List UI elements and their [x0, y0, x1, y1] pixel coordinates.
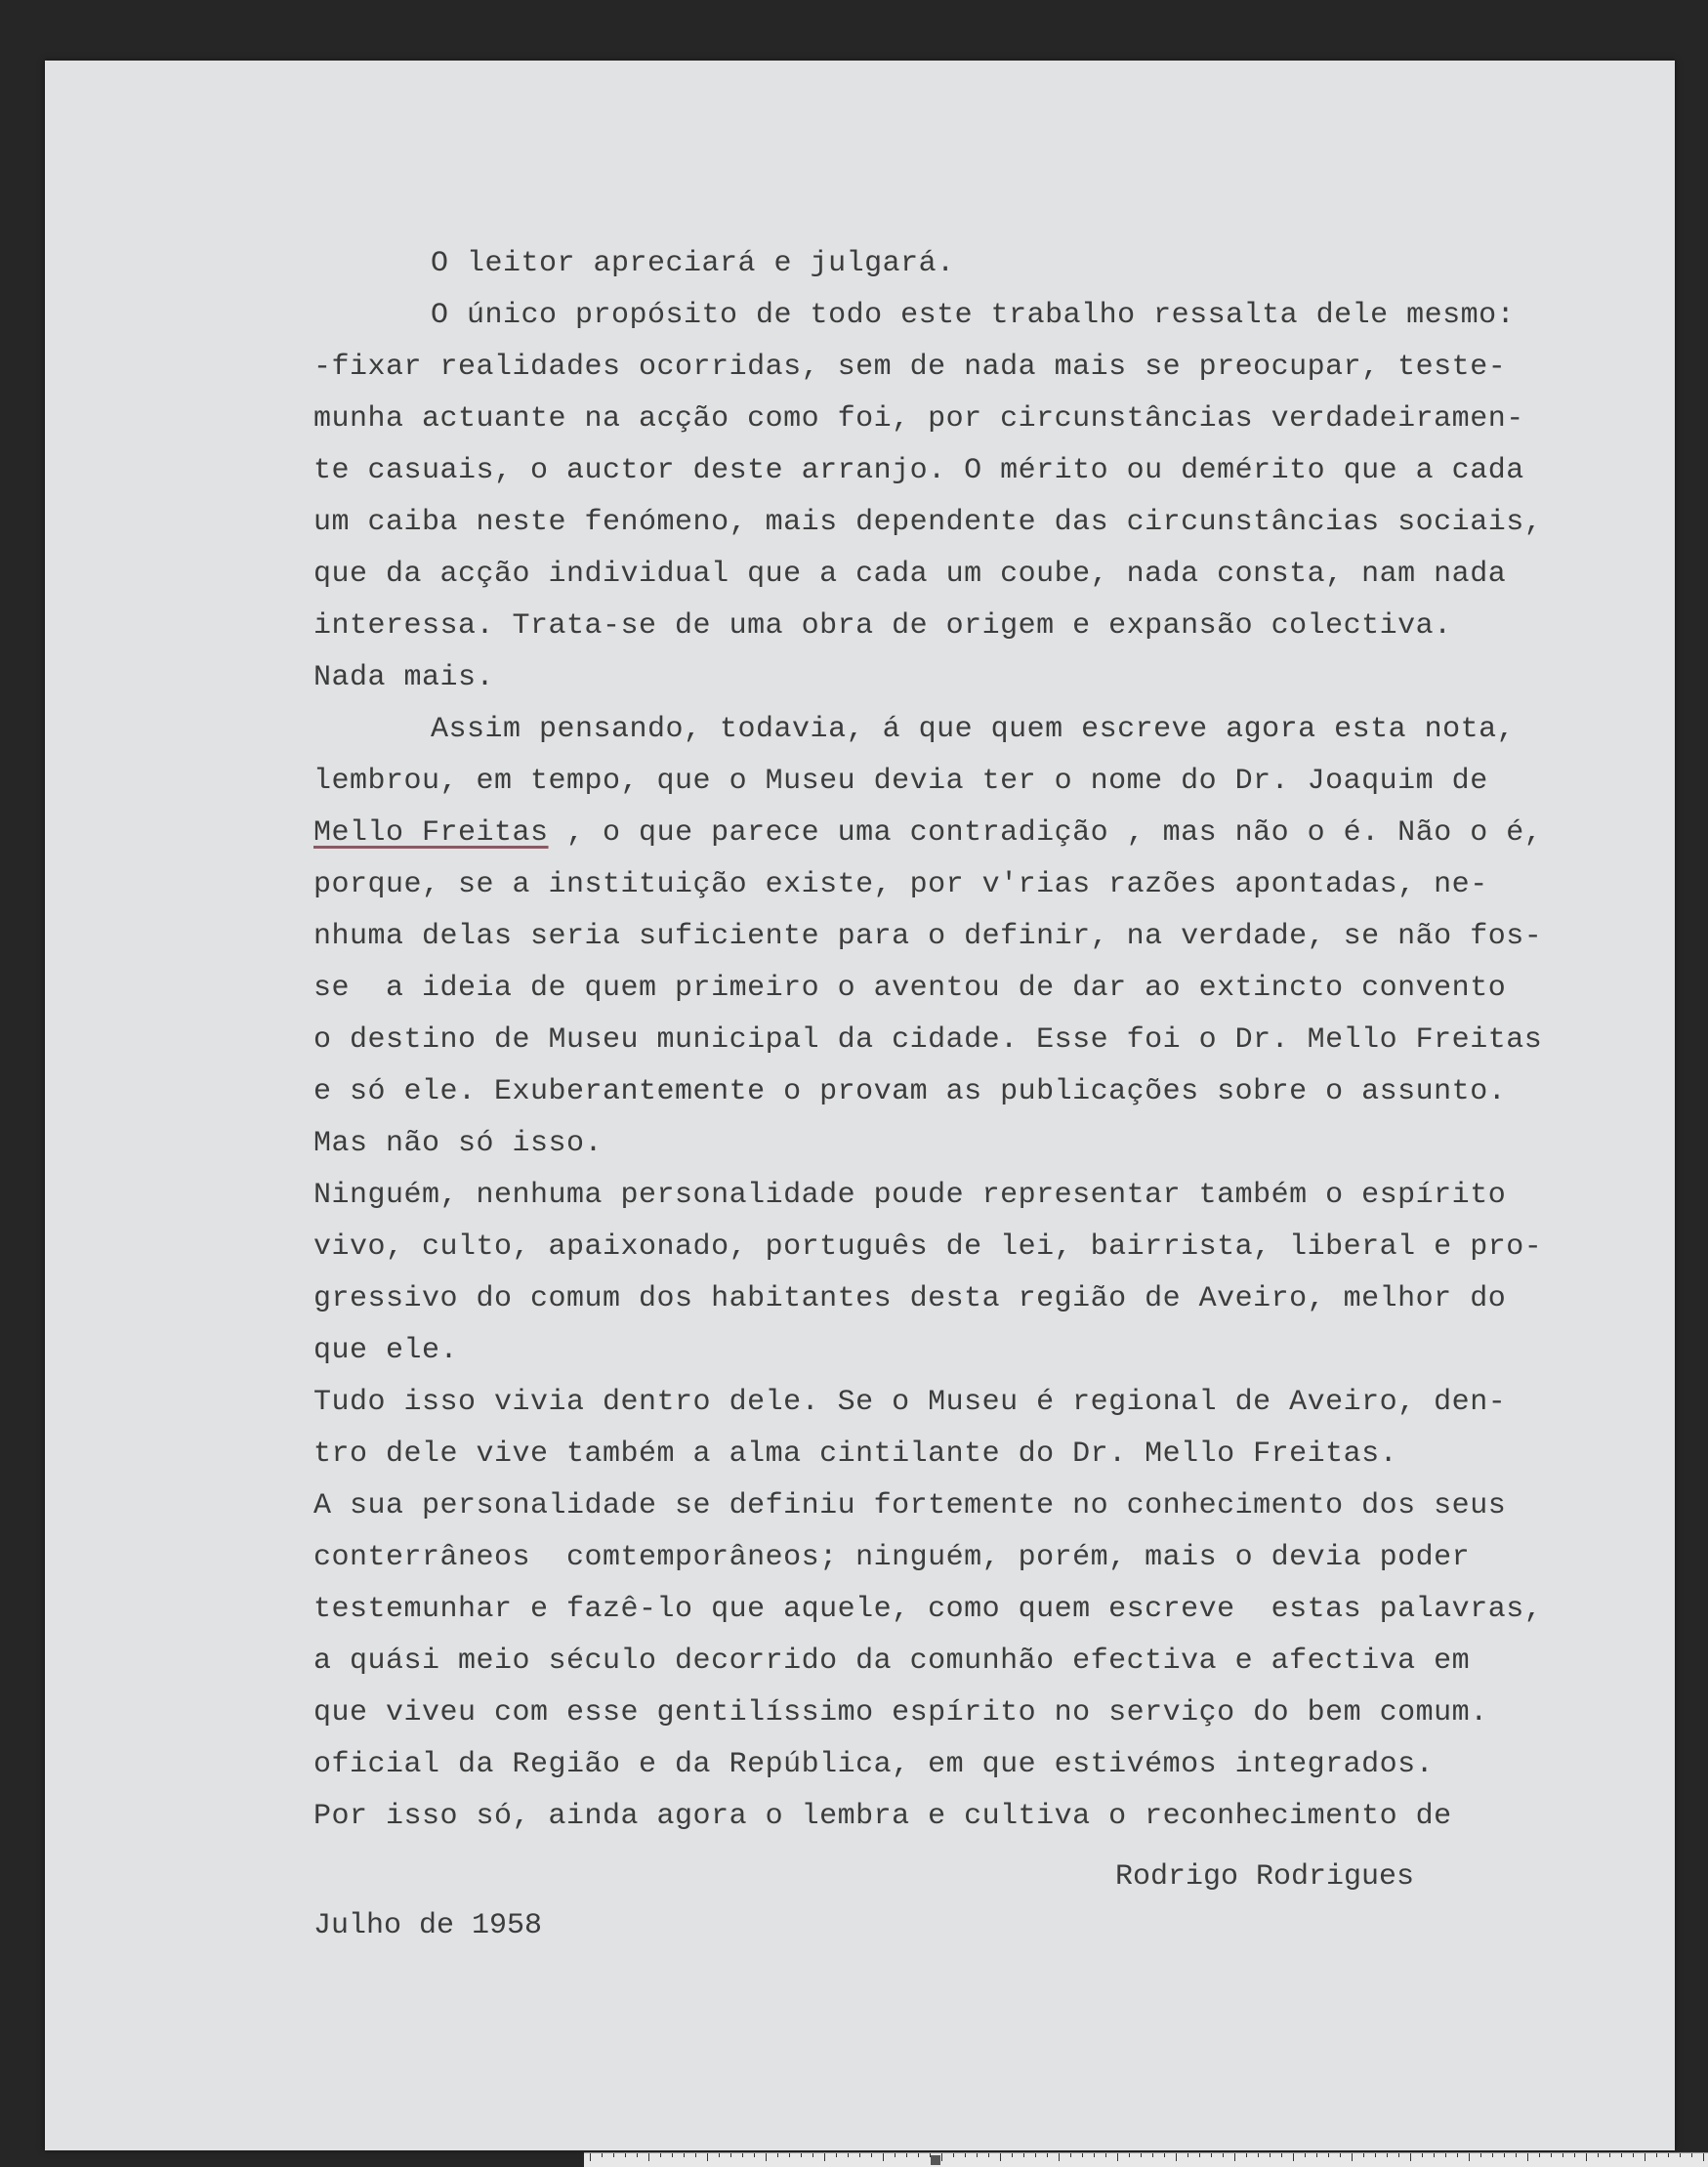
scale-tick — [1176, 2153, 1177, 2161]
scale-tick — [590, 2153, 591, 2161]
scale-tick — [1234, 2153, 1235, 2161]
scale-tick — [684, 2153, 685, 2157]
scale-tick — [1691, 2153, 1692, 2157]
scale-tick — [730, 2153, 731, 2157]
scale-tick — [871, 2153, 872, 2157]
text-line: te casuais, o auctor deste arranjo. O mérito ou demérito que a cada — [313, 454, 1524, 487]
scale-tick — [1340, 2153, 1341, 2157]
scale-tick — [895, 2153, 896, 2157]
text-line: O leitor apreciará e julgará. — [431, 247, 955, 280]
scale-tick — [824, 2153, 825, 2161]
scale-tick — [1516, 2153, 1517, 2157]
scale-tick — [1703, 2153, 1704, 2161]
scale-tick — [1633, 2153, 1634, 2157]
scale-tick — [1094, 2153, 1095, 2157]
text-line: lembrou, em tempo, que o Museu devia ter o nome do Dr. Joaquim de — [313, 765, 1488, 798]
scale-tick — [1023, 2153, 1024, 2157]
scale-tick — [789, 2153, 790, 2157]
scale-tick — [1609, 2153, 1610, 2157]
text-line: se a ideia de quem primeiro o aventou de dar ao extincto convento — [313, 972, 1507, 1005]
scale-tick — [1469, 2153, 1470, 2161]
text-line — [313, 808, 1632, 859]
scale-tick — [1223, 2153, 1224, 2157]
text-line: Mas não só isso. — [313, 1127, 604, 1160]
scale-tick — [1551, 2153, 1552, 2157]
text-line: testemunhar e fazê-lo que aquele, como quem escreve estas palavras, — [313, 1593, 1543, 1626]
scale-tick — [1211, 2153, 1212, 2157]
scale-tick — [1434, 2153, 1435, 2157]
scale-tick — [883, 2153, 884, 2161]
text-line: A sua personalidade se definiu fortemente no conhecimento dos seus — [313, 1489, 1507, 1522]
underlined-name: Mello Freitas — [313, 816, 549, 850]
scale-tick — [1316, 2153, 1317, 2157]
text-line: Nada mais. — [313, 661, 495, 694]
text-line: que ele. — [313, 1334, 459, 1367]
scale-tick — [1141, 2153, 1142, 2157]
text-line: O único propósito de todo este trabalho ressalta dele mesmo: — [431, 299, 1516, 332]
scale-tick — [1457, 2153, 1458, 2157]
scale-tick — [613, 2153, 614, 2157]
scale-tick — [766, 2153, 767, 2161]
scale-tick — [1105, 2153, 1106, 2157]
scale-tick — [672, 2153, 673, 2157]
scale-tick — [1398, 2153, 1399, 2157]
scale-tick — [1480, 2153, 1481, 2157]
text-line: a quási meio século decorrido da comunhão efectiva e afectiva em — [313, 1645, 1471, 1678]
text-line: Ninguém, nenhuma personalidade poude representar também o espírito — [313, 1179, 1507, 1212]
scale-tick — [602, 2153, 603, 2157]
scale-tick — [812, 2153, 813, 2157]
scale-tick — [719, 2153, 720, 2157]
scale-tick — [1621, 2153, 1622, 2157]
scale-tick — [1199, 2153, 1200, 2157]
scale-tick — [695, 2153, 696, 2157]
text-line: Tudo isso vivia dentro dele. Se o Museu é regional de Aveiro, den- — [313, 1386, 1507, 1419]
scan-scale-strip — [584, 2152, 1708, 2167]
scale-tick — [1059, 2153, 1060, 2161]
scale-tick — [1070, 2153, 1071, 2157]
text-line: vivo, culto, apaixonado, português de lei, bairrista, liberal e pro- — [313, 1230, 1543, 1264]
scale-tick — [648, 2153, 649, 2161]
scale-tick — [1527, 2153, 1528, 2161]
typed-text-body — [313, 238, 1632, 1843]
text-line: um caiba neste fenómeno, mais dependente das circunstâncias sociais, — [313, 506, 1543, 539]
scale-tick — [801, 2153, 802, 2157]
scale-tick — [1645, 2153, 1646, 2161]
document-page — [45, 61, 1675, 2150]
scale-tick — [1574, 2153, 1575, 2157]
scale-tick — [941, 2153, 942, 2161]
scale-tick — [1082, 2153, 1083, 2157]
scale-tick — [1047, 2153, 1048, 2157]
text-line: munha actuante na acção como foi, por circunstâncias verdadeiramen- — [313, 402, 1524, 436]
scale-tick — [754, 2153, 755, 2157]
scale-tick — [953, 2153, 954, 2157]
scale-tick — [660, 2153, 661, 2157]
scale-tick — [625, 2153, 626, 2157]
document-date: Julho de 1958 — [313, 1909, 543, 1942]
text-line: tro dele vive também a alma cintilante do Dr. Mello Freitas. — [313, 1438, 1398, 1471]
scale-tick — [1668, 2153, 1669, 2157]
scale-tick — [1656, 2153, 1657, 2157]
scale-tick — [988, 2153, 989, 2157]
scale-tick — [1293, 2153, 1294, 2161]
scale-tick — [1352, 2153, 1353, 2161]
text-line: o destino de Museu municipal da cidade. Esse foi o Dr. Mello Freitas — [313, 1023, 1543, 1057]
text-line: Assim pensando, todavia, á que quem escreve agora esta nota, — [431, 713, 1516, 746]
text-line: porque, se a instituição existe, por v'rias razões apontadas, ne- — [313, 868, 1488, 901]
scale-tick — [1129, 2153, 1130, 2157]
scale-tick — [1422, 2153, 1423, 2157]
text-line: gressivo do comum dos habitantes desta região de Aveiro, melhor do — [313, 1282, 1507, 1315]
scale-tick — [1117, 2153, 1118, 2161]
scale-tick — [965, 2153, 966, 2157]
scale-tick — [707, 2153, 708, 2161]
scale-tick — [906, 2153, 907, 2157]
scale-tick — [918, 2153, 919, 2157]
scale-tick — [1246, 2153, 1247, 2157]
signature: Rodrigo Rodrigues — [1115, 1860, 1415, 1894]
scale-tick — [1387, 2153, 1388, 2157]
text-line: nhuma delas seria suficiente para o definir, na verdade, se não fos- — [313, 920, 1543, 953]
scale-tick — [777, 2153, 778, 2157]
scale-tick — [977, 2153, 978, 2157]
scale-tick — [1598, 2153, 1599, 2157]
scale-tick — [1152, 2153, 1153, 2157]
scale-tick — [1680, 2153, 1681, 2157]
scale-tick — [1164, 2153, 1165, 2157]
scale-tick — [1562, 2153, 1563, 2157]
scale-tick — [1258, 2153, 1259, 2157]
scale-tick — [1539, 2153, 1540, 2157]
scale-tick — [836, 2153, 837, 2157]
text-line: oficial da Região e da República, em que estivémos integrados. — [313, 1748, 1435, 1781]
scale-tick — [848, 2153, 849, 2157]
scale-tick — [1270, 2153, 1271, 2157]
scale-tick — [1328, 2153, 1329, 2157]
scale-tick — [1504, 2153, 1505, 2157]
scale-tick — [1187, 2153, 1188, 2157]
text-line: Por isso só, ainda agora o lembra e cultiva o reconhecimento de — [313, 1800, 1452, 1833]
text-line: que viveu com esse gentilíssimo espírito no serviço do bem comum. — [313, 1696, 1488, 1729]
line-rest: , o que parece uma contradição , mas não o é. Não o é, — [548, 816, 1543, 850]
text-line: e só ele. Exuberantemente o provam as publicações sobre o assunto. — [313, 1075, 1507, 1108]
scale-tick — [1281, 2153, 1282, 2157]
scale-tick — [1305, 2153, 1306, 2157]
scale-tick — [1363, 2153, 1364, 2157]
scale-tick — [1492, 2153, 1493, 2157]
scale-tick — [1375, 2153, 1376, 2157]
scale-tick — [1012, 2153, 1013, 2157]
text-line: que da acção individual que a cada um coube, nada consta, nam nada — [313, 558, 1507, 591]
scale-tick — [930, 2153, 931, 2157]
scale-marker — [931, 2155, 940, 2165]
scale-tick — [1445, 2153, 1446, 2157]
scale-tick — [1000, 2153, 1001, 2161]
scale-tick — [1586, 2153, 1587, 2161]
text-line: -fixar realidades ocorridas, sem de nada mais se preocupar, teste- — [313, 351, 1507, 384]
text-line: conterrâneos comtemporâneos; ninguém, porém, mais o devia poder — [313, 1541, 1471, 1574]
scale-tick — [859, 2153, 860, 2157]
text-line: interessa. Trata-se de uma obra de origem e expansão colectiva. — [313, 609, 1452, 643]
scale-tick — [1035, 2153, 1036, 2157]
scale-tick — [637, 2153, 638, 2157]
scale-tick — [742, 2153, 743, 2157]
scale-tick — [1410, 2153, 1411, 2161]
